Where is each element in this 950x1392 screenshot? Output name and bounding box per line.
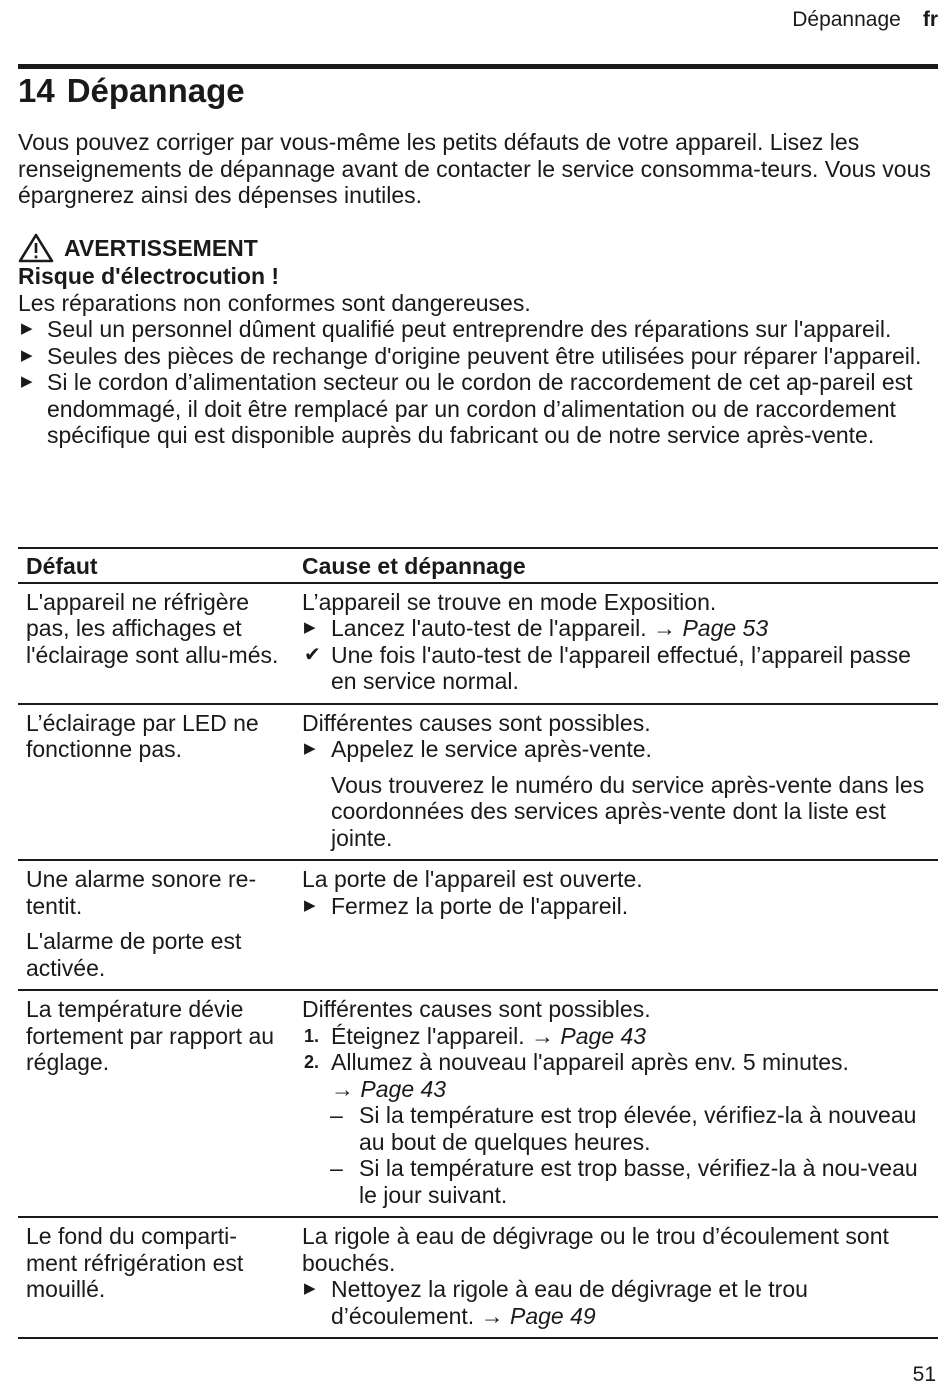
cause-text: Différentes causes sont possibles.	[302, 996, 651, 1022]
table-row	[18, 1217, 938, 1338]
cause-cell	[294, 990, 938, 1217]
fault-text: Le fond du comparti-ment réfrigération est mouillé.	[26, 1223, 244, 1302]
warning-text: Les réparations non conformes sont dangereuses.	[18, 289, 531, 316]
arrow-right-icon: →	[480, 1302, 504, 1329]
numbered-step	[302, 1023, 930, 1050]
action-step	[302, 736, 930, 763]
cause-text: La porte de l'appareil est ouverte.	[302, 866, 643, 892]
sub-step-text: Si la température est trop basse, vérifiez-la à nou-veau le jour suivant.	[359, 1155, 918, 1208]
page-reference[interactable]	[331, 1076, 446, 1102]
fault-text: Une alarme sonore re-tentit.	[26, 866, 257, 919]
fault-cell	[18, 860, 294, 990]
fault-cell	[18, 704, 294, 861]
checkmark-icon: ✔	[304, 643, 321, 666]
bullet-triangle-icon: ▶	[304, 740, 316, 757]
bullet-triangle-icon: ▶	[304, 619, 316, 636]
step-number: 1.	[304, 1025, 320, 1046]
note	[302, 772, 930, 852]
chapter-heading	[18, 72, 245, 110]
bullet-triangle-icon: ▶	[21, 346, 33, 364]
intro-paragraph: Vous pouvez corriger par vous-même les petits défauts de votre appareil. Lisez les renseignements de dépannage avant de contacter le service consomma-teurs. Vous vous épargnerez ainsi des dépenses inutiles.	[18, 129, 931, 208]
numbered-step	[302, 1049, 930, 1102]
page-reference-text: Page 53	[682, 615, 769, 641]
bullet-triangle-icon: ▶	[21, 320, 33, 337]
step-text: Éteignez l'appareil.	[331, 1022, 525, 1049]
warning-subtitle: Risque d'électrocution !	[18, 263, 280, 289]
cause-text: La rigole à eau de dégivrage ou le trou d’écoulement sont bouchés.	[302, 1223, 889, 1276]
column-header-fault: Défaut	[18, 548, 294, 583]
note-text: Vous trouverez le numéro du service après-vente dans les coordonnées des services après-vente dont la liste est jointe.	[331, 771, 925, 851]
cause-cell	[294, 860, 938, 990]
page-reference-text: Page 43	[560, 1022, 647, 1049]
page-number: 51	[912, 1363, 936, 1386]
troubleshooting-table	[18, 547, 938, 1339]
warning-title-text: AVERTISSEMENT	[64, 234, 258, 261]
step-text: Allumez à nouveau l'appareil après env. 5 minutes.	[331, 1049, 849, 1075]
page-reference[interactable]	[481, 1303, 596, 1329]
step-text: Appelez le service après-vente.	[331, 736, 652, 762]
cause-cell	[294, 1217, 938, 1338]
sub-step-text: Si la température est trop élevée, vérifiez-la à nouveau au bout de quelques heures.	[359, 1102, 917, 1155]
cause-text: Différentes causes sont possibles.	[302, 709, 651, 736]
running-header	[792, 8, 938, 32]
warning-block	[18, 233, 938, 449]
fault-cell	[18, 990, 294, 1217]
bullet-triangle-icon: ▶	[304, 896, 316, 914]
cause-text: L’appareil se trouve en mode Exposition.	[302, 588, 717, 615]
fault-text: L'alarme de porte est activée.	[26, 928, 242, 981]
fault-text: L'appareil ne réfrigère pas, les affichages et l'éclairage sont allu-més.	[26, 588, 279, 668]
cause-cell	[294, 583, 938, 704]
fault-cell	[18, 583, 294, 704]
bullet-triangle-icon: ▶	[21, 373, 33, 390]
list-item-text: Seul un personnel dûment qualifié peut entreprendre des réparations sur l'appareil.	[47, 316, 892, 342]
action-step	[302, 1276, 930, 1329]
list-item-text: Seules des pièces de rechange d'origine peuvent être utilisées pour réparer l'appareil.	[47, 342, 922, 369]
fault-text: La température dévie fortement par rapport au réglage.	[26, 996, 275, 1075]
page-reference-text: Page 49	[509, 1302, 596, 1329]
result-text: Une fois l'auto-test de l'appareil effectué, l’appareil passe en service normal.	[331, 641, 911, 694]
action-step	[302, 893, 930, 920]
step-text: Fermez la porte de l'appareil.	[331, 892, 629, 919]
arrow-right-icon: →	[531, 1022, 555, 1049]
step-text: Nettoyez la rigole à eau de dégivrage et le trou d’écoulement.	[331, 1276, 808, 1329]
fault-text: L’éclairage par LED ne fonctionne pas.	[26, 709, 259, 762]
language-code: fr	[922, 8, 938, 31]
arrow-right-icon: →	[653, 615, 677, 641]
section-label: Dépannage	[792, 8, 901, 31]
list-item	[18, 343, 938, 370]
warning-title	[18, 233, 938, 263]
table-row	[18, 990, 938, 1217]
result-step	[302, 642, 930, 695]
table-row	[18, 860, 938, 990]
page-reference[interactable]	[653, 615, 768, 641]
arrow-right-icon: →	[331, 1075, 354, 1102]
dash-marker: –	[330, 1155, 343, 1181]
page-reference-text: Page 43	[360, 1075, 447, 1102]
step-text: Lancez l'auto-test de l'appareil.	[331, 615, 647, 641]
bullet-triangle-icon: ▶	[304, 1280, 316, 1297]
action-step	[302, 615, 930, 642]
list-item-text: Si le cordon d’alimentation secteur ou le cordon de raccordement de cet ap-pareil est endommagé, il doit être remplacé par un cordon d’alimentation ou de raccordement spécifique qui est disponible auprès du fabricant ou de notre service après-vente.	[47, 369, 913, 448]
dash-marker: –	[330, 1102, 343, 1128]
cause-cell	[294, 704, 938, 861]
table-row	[18, 583, 938, 704]
chapter-title: Dépannage	[66, 72, 245, 109]
table-header-row	[18, 548, 938, 583]
chapter-number: 14	[18, 72, 55, 109]
fault-cell	[18, 1217, 294, 1338]
sub-step	[302, 1155, 930, 1208]
table-row	[18, 704, 938, 861]
page-reference[interactable]	[531, 1023, 646, 1049]
warning-list	[18, 316, 938, 449]
header-rule	[18, 64, 938, 69]
column-header-cause: Cause et dépannage	[294, 548, 938, 583]
sub-step	[302, 1102, 930, 1155]
list-item	[18, 316, 938, 343]
list-item	[18, 369, 938, 449]
warning-triangle-icon	[18, 233, 54, 263]
step-number: 2.	[304, 1052, 320, 1072]
